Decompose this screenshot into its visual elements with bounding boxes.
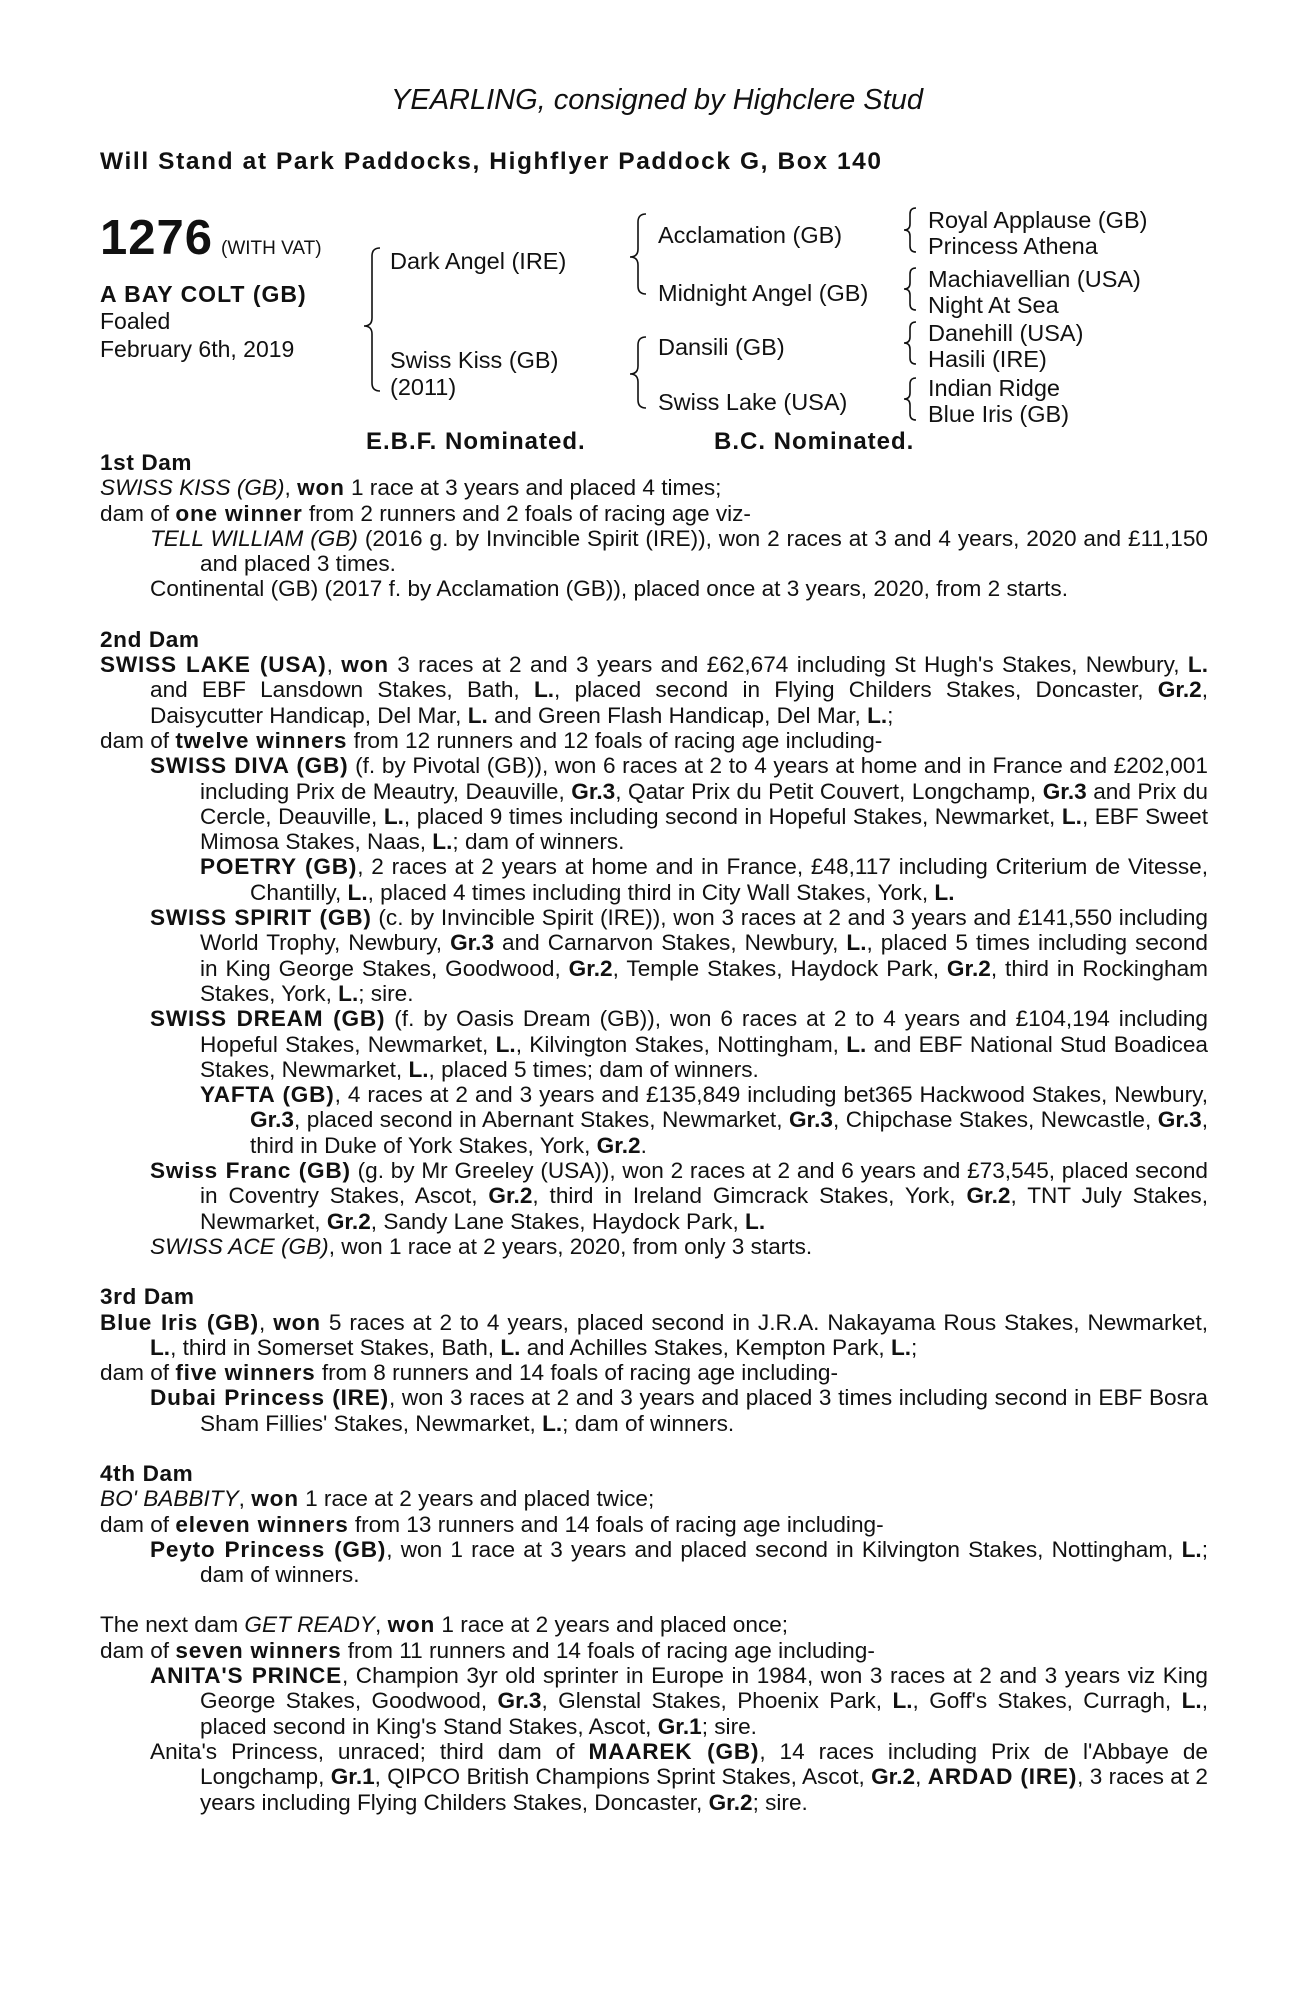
dam3-progeny-dubai-princess: Dubai Princess (IRE), won 3 races at 2 and 3 years and placed 3 times including second in EBF Bosra Sham Fillies' Stakes, Newmarket, L.; dam of winners. <box>150 1385 1208 1436</box>
bracket-gen2-dam <box>630 337 646 408</box>
dam4-summary: BO' BABBITY, won 1 race at 2 years and placed twice; <box>100 1486 655 1512</box>
dam4-progeny-peyto-princess: Peyto Princess (GB), won 1 race at 3 years and placed second in Kilvington Stakes, Nottingham, L.; dam of winners. <box>150 1536 1208 1588</box>
pedigree-notes <box>100 450 1208 1815</box>
ggp-5: Danehill (USA) <box>928 320 1084 346</box>
ggp-3: Machiavellian (USA) <box>928 266 1141 292</box>
heading-1st-dam: 1st Dam <box>100 450 193 475</box>
ggp-4: Night At Sea <box>928 292 1059 318</box>
dam-sire: Dansili (GB) <box>658 334 785 360</box>
ggp-6: Hasili (IRE) <box>928 346 1047 372</box>
dam1-summary: SWISS KISS (GB), won 1 race at 3 years and placed 4 times; <box>100 475 722 501</box>
stabling-location: Will Stand at Park Paddocks, Highflyer Paddock G, Box 140 <box>100 148 883 175</box>
ggp-7: Indian Ridge <box>928 375 1060 401</box>
dam2-produce-summary: dam of twelve winners from 12 runners and 12 foals of racing age including- <box>100 727 883 753</box>
foaled-label: Foaled <box>100 308 171 334</box>
dam2-progeny-swiss-diva: SWISS DIVA (GB) (f. by Pivotal (GB)), won 6 races at 2 to 4 years at home and in France and £202,001 including Prix de Meautry, Deauville, Gr.3, Qatar Prix du Petit Couvert, Longchamp, Gr.3 and Prix du Cercle, Deauville, L., placed 9 times including second in Hopeful Stakes, Newmarket, L., EBF Sweet Mimosa Stakes, Naas, L.; dam of winners. <box>150 753 1209 855</box>
dam2-progeny-swiss-dream: SWISS DREAM (GB) (f. by Oasis Dream (GB)), won 6 races at 2 to 4 years and £104,194 including Hopeful Stakes, Newmarket, L., Kilvington Stakes, Nottingham, L. and EBF National Stud Boadicea Stakes, Newmarket, L., placed 5 times; dam of winners. <box>150 1006 1208 1082</box>
sire-sire: Acclamation (GB) <box>658 222 843 248</box>
lot-description: A BAY COLT (GB) <box>100 281 307 307</box>
lot-number-value: 1276 <box>100 211 214 265</box>
sire: Dark Angel (IRE) <box>390 248 567 274</box>
dam1-produce-summary: dam of one winner from 2 runners and 2 foals of racing age viz- <box>100 500 751 526</box>
sire-dam: Midnight Angel (GB) <box>658 280 869 306</box>
next-dam-summary: The next dam GET READY, won 1 race at 2 years and placed once; <box>100 1612 789 1638</box>
heading-2nd-dam: 2nd Dam <box>100 626 200 652</box>
ggp-8: Blue Iris (GB) <box>928 401 1070 427</box>
dam2-progeny-yafta: YAFTA (GB), 4 races at 2 and 3 years and £135,849 including bet365 Hackwood Stakes, Newbury, Gr.3, placed second in Abernant Stakes, Newmarket, Gr.3, Chipchase Stakes, Newcastle, Gr.3, third in Duke of York Stakes, York, Gr.2. <box>200 1082 1208 1158</box>
bracket-gen2-sire <box>630 214 646 294</box>
bracket-gen1 <box>364 248 380 391</box>
bc-nomination: B.C. Nominated. <box>714 428 915 455</box>
next-dam-progeny-anitas-prince: ANITA'S PRINCE, Champion 3yr old sprinter in Europe in 1984, won 3 races at 2 and 3 years viz King George Stakes, Goodwood, Gr.3, Glenstal Stakes, Phoenix Park, L., Goff's Stakes, Curragh, L., placed second in King's Stand Stakes, Ascot, Gr.1; sire. <box>150 1663 1208 1739</box>
vat-note: (WITH VAT) <box>221 238 322 259</box>
bracket-ggp-4 <box>904 378 916 420</box>
dam2-progeny-swiss-ace: SWISS ACE (GB), won 1 race at 2 years, 2020, from only 3 starts. <box>150 1233 813 1259</box>
ebf-nomination: E.B.F. Nominated. <box>366 428 586 455</box>
heading-4th-dam: 4th Dam <box>100 1460 194 1486</box>
bracket-ggp-1 <box>904 208 916 252</box>
bracket-ggp-2 <box>904 268 916 310</box>
next-dam-progeny-anitas-princess: Anita's Princess, unraced; third dam of MAAREK (GB), 14 races including Prix de l'Abbaye de Longchamp, Gr.1, QIPCO British Champions Sprint Stakes, Ascot, Gr.2, ARDAD (IRE), 3 races at 2 years including Flying Childers Stakes, Doncaster, Gr.2; sire. <box>150 1738 1208 1815</box>
dam4-produce-summary: dam of eleven winners from 13 runners and 14 foals of racing age including- <box>100 1511 884 1537</box>
dam2-progeny-swiss-franc: Swiss Franc (GB) (g. by Mr Greeley (USA)), won 2 races at 2 and 6 years and £73,545, placed second in Coventry Stakes, Ascot, Gr.2, third in Ireland Gimcrack Stakes, York, Gr.2, TNT July Stakes, Newmarket, Gr.2, Sandy Lane Stakes, Haydock Park, L. <box>150 1158 1209 1234</box>
dam1-progeny-2: Continental (GB) (2017 f. by Acclamation (GB)), placed once at 3 years, 2020, from 2 starts. <box>150 576 1068 602</box>
dam3-produce-summary: dam of five winners from 8 runners and 14 foals of racing age including- <box>100 1360 839 1386</box>
heading-3rd-dam: 3rd Dam <box>100 1284 195 1310</box>
next-dam-produce-summary: dam of seven winners from 11 runners and 14 foals of racing age including- <box>100 1637 875 1663</box>
dam: Swiss Kiss (GB) <box>390 347 559 373</box>
ggp-1: Royal Applause (GB) <box>928 207 1148 233</box>
foaled-date: February 6th, 2019 <box>100 336 295 362</box>
dam2-progeny-swiss-spirit: SWISS SPIRIT (GB) (c. by Invincible Spirit (IRE)), won 3 races at 2 and 3 years and £141,550 including World Trophy, Newbury, Gr.3 and Carnarvon Stakes, Newbury, L., placed 5 times including second in King George Stakes, Goodwood, Gr.2, Temple Stakes, Haydock Park, Gr.2, third in Rockingham Stakes, York, L.; sire. <box>150 905 1208 1006</box>
dam-dam: Swiss Lake (USA) <box>658 389 848 415</box>
consignor-heading: YEARLING, consigned by Highclere Stud <box>391 84 923 116</box>
bracket-ggp-3 <box>904 322 916 364</box>
ggp-2: Princess Athena <box>928 233 1098 259</box>
dam-year: (2011) <box>390 374 457 400</box>
dam1-progeny-1: TELL WILLIAM (GB) (2016 g. by Invincible Spirit (IRE)), won 2 races at 3 and 4 years, 2020 and £11,150 and placed 3 times. <box>150 525 1208 577</box>
dam3-summary: Blue Iris (GB), won 5 races at 2 to 4 years, placed second in J.R.A. Nakayama Rous Stakes, Newmarket, L., third in Somerset Stakes, Bath, L. and Achilles Stakes, Kempton Park, L.; <box>100 1309 1209 1360</box>
dam2-summary: SWISS LAKE (USA), won 3 races at 2 and 3 years and £62,674 including St Hugh's Stakes, Newbury, L. and EBF Lansdown Stakes, Bath, L., placed second in Flying Childers Stakes, Doncaster, Gr.2, Daisycutter Handicap, Del Mar, L. and Green Flash Handicap, Del Mar, L.; <box>100 652 1208 728</box>
dam2-progeny-poetry: POETRY (GB), 2 races at 2 years at home and in France, £48,117 including Criterium de Vitesse, Chantilly, L., placed 4 times including third in City Wall Stakes, York, L. <box>200 854 1208 905</box>
